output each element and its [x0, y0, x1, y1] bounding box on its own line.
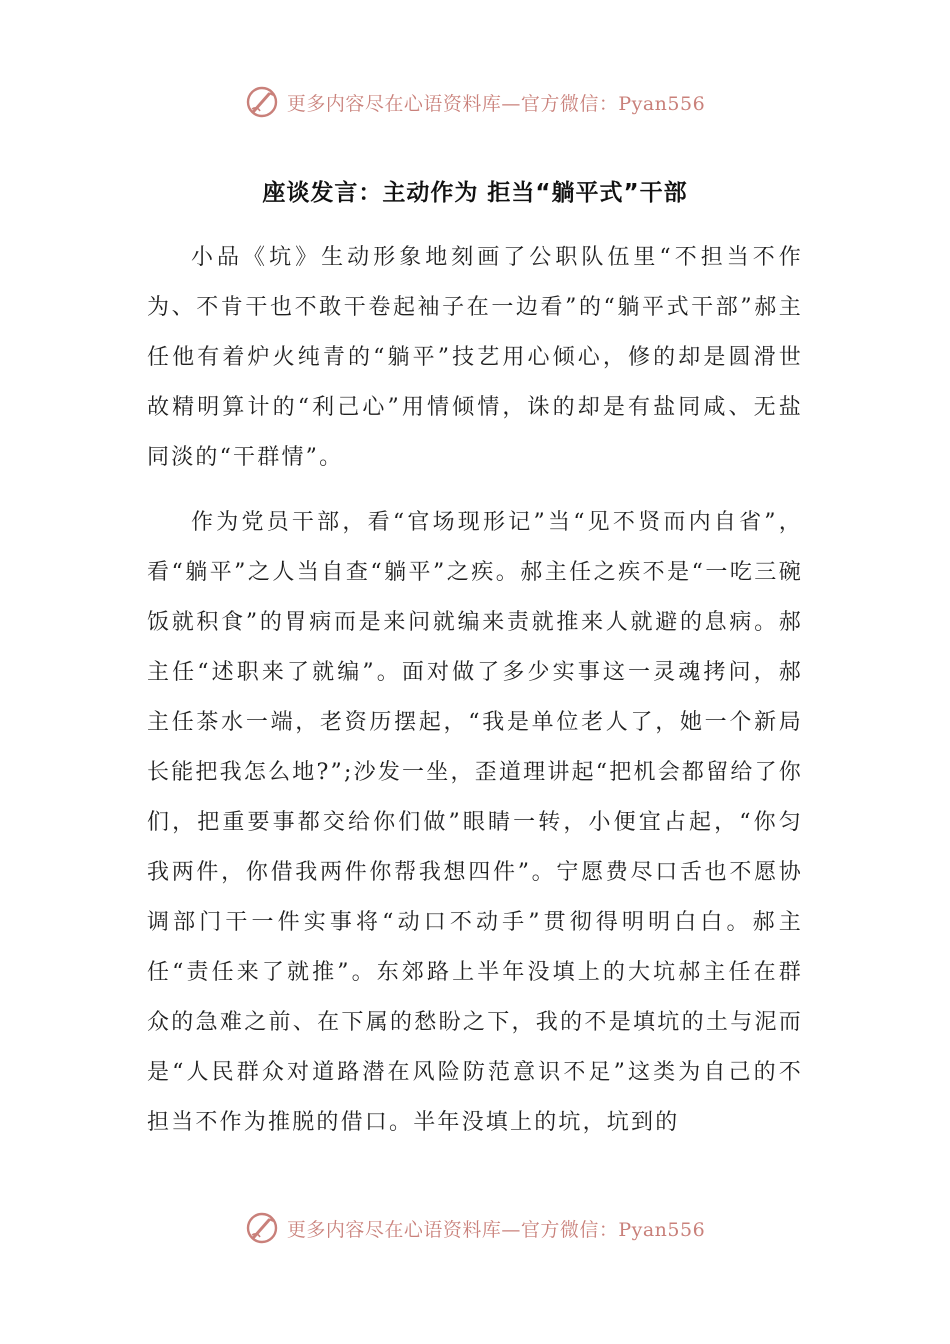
paragraph-1: 小品《坑》生动形象地刻画了公职队伍里“不担当不作为、不肯干也不敢干卷起袖子在一边看”的“躺平式干部”郝主任他有着炉火纯青的“躺平”技艺用心倾心，修的却是圆滑世故精明算计的“利己心”用情倾情，诛的却是有盐同咸、无盐同淡的“干群情”。 — [147, 245, 803, 470]
document-title: 座谈发言：主动作为 拒当“躺平式”干部 — [262, 180, 688, 206]
header-watermark-banner — [0, 82, 950, 122]
footer-watermark-banner — [0, 1208, 950, 1248]
pen-logo-icon — [245, 1211, 279, 1245]
header-watermark-text: 更多内容尽在心语资料库—官方微信：Pyan556 — [286, 92, 706, 115]
footer-watermark-text: 更多内容尽在心语资料库—官方微信：Pyan556 — [286, 1218, 706, 1241]
pen-logo-icon — [245, 85, 279, 119]
paragraph-2: 作为党员干部，看“官场现形记”当“见不贤而内自省”，看“躺平”之人当自查“躺平”之疾。郝主任之疾不是“一吃三碗饭就积食”的胃病而是来问就编来责就推来人就避的息病。郝主任“述职来了就编”。面对做了多少实事这一灵魂拷问，郝主任茶水一端，老资历摆起，“我是单位老人了，她一个新局长能把我怎么地?”;沙发一坐，歪道理讲起“把机会都留给了你们，把重要事都交给你们做”眼睛一转，小便宜占起，“你匀我两件，你借我两件你帮我想四件”。宁愿费尽口舌也不愿协调部门干一件实事将“动口不动手”贯彻得明明白白。郝主任“责任来了就推”。东郊路上半年没填上的大坑郝主任在群众的急难之前、在下属的愁盼之下，我的不是填坑的土与泥而是“人民群众对道路潜在风险防范意识不足”这类为自己的不担当不作为推脱的借口。半年没填上的坑，坑到的 — [147, 510, 803, 1135]
document-body — [147, 233, 803, 1163]
